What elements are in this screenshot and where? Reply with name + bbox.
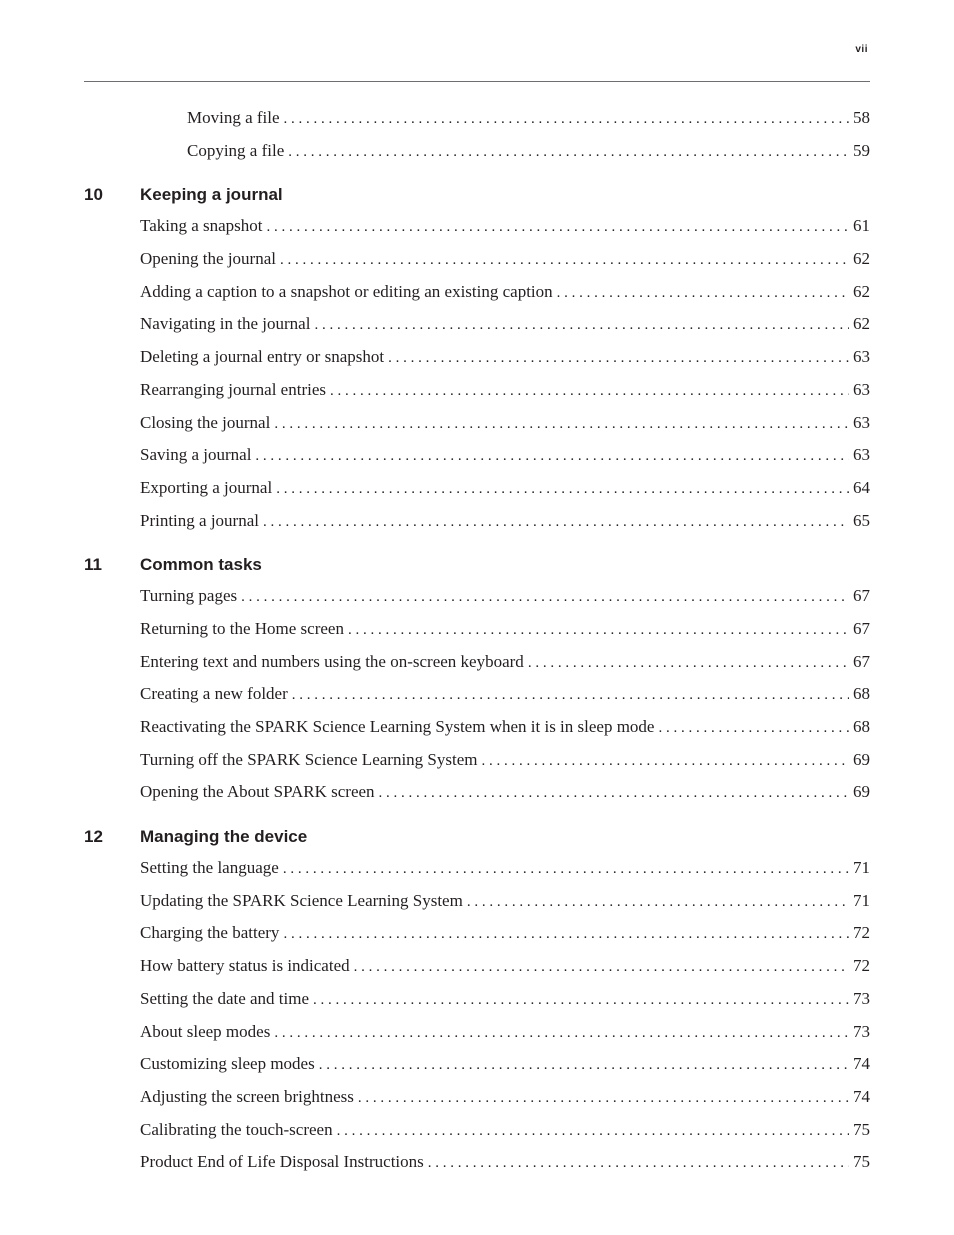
toc-entry[interactable] bbox=[84, 778, 870, 811]
chapter-number: 12 bbox=[84, 827, 103, 847]
dot-leader bbox=[379, 779, 849, 807]
toc-entry-page: 63 bbox=[853, 379, 870, 399]
toc-entry-page: 74 bbox=[853, 1054, 870, 1074]
header-rule bbox=[84, 81, 870, 82]
toc-entry[interactable] bbox=[84, 474, 870, 507]
toc-entry-page: 73 bbox=[853, 1021, 870, 1041]
toc-entry[interactable] bbox=[84, 746, 870, 779]
toc-entry-title: Returning to the Home screen bbox=[140, 618, 344, 638]
dot-leader bbox=[658, 714, 849, 742]
toc-entry-title: Calibrating the touch-screen bbox=[140, 1119, 333, 1139]
toc-entry-title: Copying a file bbox=[187, 140, 285, 160]
toc-entry-title: Product End of Life Disposal Instructions bbox=[140, 1152, 424, 1172]
toc-entry[interactable] bbox=[84, 137, 870, 170]
toc-entry-page: 68 bbox=[853, 717, 870, 736]
toc-entry-page: 63 bbox=[853, 347, 870, 367]
toc-entry-page: 69 bbox=[853, 782, 870, 802]
dot-leader bbox=[557, 279, 849, 307]
toc-entry[interactable] bbox=[84, 104, 870, 137]
toc-entry[interactable] bbox=[84, 1083, 870, 1116]
dot-leader bbox=[481, 747, 849, 775]
dot-leader bbox=[274, 1019, 849, 1047]
toc-entry[interactable] bbox=[84, 919, 870, 952]
toc-entry[interactable] bbox=[84, 615, 870, 648]
toc-entry-title: Printing a journal bbox=[140, 510, 259, 530]
toc-entry-page: 63 bbox=[853, 412, 870, 432]
toc-entry[interactable] bbox=[84, 713, 870, 746]
dot-leader bbox=[528, 649, 849, 677]
toc-entry-title: Saving a journal bbox=[140, 445, 252, 465]
toc-entry[interactable] bbox=[84, 278, 870, 311]
toc-entry-page: 67 bbox=[853, 618, 870, 638]
toc-entry[interactable] bbox=[84, 854, 870, 887]
toc-entry-page: 65 bbox=[853, 510, 870, 530]
toc-entry[interactable] bbox=[84, 985, 870, 1018]
toc-entry[interactable] bbox=[84, 582, 870, 615]
toc-entry[interactable] bbox=[84, 212, 870, 245]
dot-leader bbox=[467, 888, 849, 916]
toc-entry-title: Customizing sleep modes bbox=[140, 1054, 315, 1074]
dot-leader bbox=[263, 508, 849, 536]
toc-entry[interactable] bbox=[84, 343, 870, 376]
chapter-heading[interactable] bbox=[84, 181, 870, 212]
toc-entry-title: Reactivating the SPARK Science Learning System when it is in sleep mode bbox=[140, 717, 655, 736]
toc-entry[interactable] bbox=[84, 648, 870, 681]
toc-entry[interactable] bbox=[84, 1050, 870, 1083]
toc-entry[interactable] bbox=[84, 409, 870, 442]
toc-entry-page: 59 bbox=[853, 140, 870, 160]
dot-leader bbox=[276, 475, 849, 503]
toc-entry-page: 74 bbox=[853, 1086, 870, 1106]
dot-leader bbox=[288, 138, 849, 166]
dot-leader bbox=[274, 410, 849, 438]
toc-entry-page: 68 bbox=[853, 684, 870, 704]
toc-entry-title: Opening the journal bbox=[140, 249, 276, 269]
toc-entry[interactable] bbox=[84, 1018, 870, 1051]
dot-leader bbox=[284, 105, 849, 133]
toc-entry-page: 62 bbox=[853, 249, 870, 269]
toc-entry-title: Closing the journal bbox=[140, 412, 271, 432]
chapter-number: 11 bbox=[84, 555, 102, 575]
chapter-title: Common tasks bbox=[140, 555, 262, 575]
page-number: vii bbox=[855, 44, 868, 55]
toc-entry-title: Turning off the SPARK Science Learning System bbox=[140, 749, 478, 769]
dot-leader bbox=[255, 442, 849, 470]
dot-leader bbox=[292, 681, 849, 709]
toc-entry-title: Deleting a journal entry or snapshot bbox=[140, 347, 385, 367]
toc-entry[interactable] bbox=[84, 887, 870, 920]
chapter-heading[interactable] bbox=[84, 823, 870, 854]
toc-entry-title: Opening the About SPARK screen bbox=[140, 782, 375, 802]
toc-entry-page: 71 bbox=[853, 858, 870, 878]
toc-entry-page: 58 bbox=[853, 108, 870, 127]
toc-entry-title: How battery status is indicated bbox=[140, 956, 350, 976]
toc-entry-title: Charging the battery bbox=[140, 923, 280, 943]
toc-entry-page: 61 bbox=[853, 216, 870, 236]
toc-entry-page: 63 bbox=[853, 445, 870, 465]
table-of-contents bbox=[84, 104, 870, 1181]
toc-entry-page: 64 bbox=[853, 477, 870, 497]
toc-entry[interactable] bbox=[84, 245, 870, 278]
toc-entry-page: 71 bbox=[853, 890, 870, 910]
dot-leader bbox=[348, 616, 849, 644]
chapter-number: 10 bbox=[84, 185, 103, 205]
toc-entry-page: 73 bbox=[853, 988, 870, 1008]
toc-entry-page: 62 bbox=[853, 314, 870, 334]
toc-entry-page: 62 bbox=[853, 281, 870, 301]
dot-leader bbox=[354, 953, 849, 981]
toc-entry[interactable] bbox=[84, 441, 870, 474]
dot-leader bbox=[267, 213, 849, 241]
toc-entry-title: Adjusting the screen brightness bbox=[140, 1086, 354, 1106]
dot-leader bbox=[280, 246, 849, 274]
dot-leader bbox=[330, 377, 849, 405]
toc-entry-title: Moving a file bbox=[187, 108, 280, 127]
toc-entry-page: 75 bbox=[853, 1152, 870, 1172]
toc-entry-title: Exporting a journal bbox=[140, 477, 273, 497]
toc-entry-title: Setting the date and time bbox=[140, 988, 310, 1008]
toc-entry[interactable] bbox=[84, 1116, 870, 1149]
dot-leader bbox=[388, 344, 849, 372]
toc-entry[interactable] bbox=[84, 952, 870, 985]
dot-leader bbox=[358, 1084, 849, 1112]
toc-entry-title: Navigating in the journal bbox=[140, 314, 311, 334]
toc-entry[interactable] bbox=[84, 376, 870, 409]
toc-entry-page: 72 bbox=[853, 923, 870, 943]
dot-leader bbox=[428, 1149, 849, 1177]
dot-leader bbox=[314, 311, 849, 339]
toc-entry-title: Taking a snapshot bbox=[140, 216, 263, 236]
toc-entry-title: Rearranging journal entries bbox=[140, 379, 326, 399]
dot-leader bbox=[313, 986, 849, 1014]
toc-entry[interactable] bbox=[84, 507, 870, 540]
dot-leader bbox=[283, 855, 849, 883]
toc-entry-title: Updating the SPARK Science Learning System bbox=[140, 890, 463, 910]
toc-entry[interactable] bbox=[84, 1148, 870, 1181]
toc-entry[interactable] bbox=[84, 680, 870, 713]
toc-entry-title: Adding a caption to a snapshot or editing an existing caption bbox=[140, 281, 553, 301]
toc-entry-page: 67 bbox=[853, 586, 870, 606]
toc-entry-title: Entering text and numbers using the on-screen keyboard bbox=[140, 651, 524, 671]
dot-leader bbox=[319, 1051, 849, 1079]
chapter-heading[interactable] bbox=[84, 551, 870, 582]
toc-entry-title: Turning pages bbox=[140, 586, 238, 606]
toc-entry-page: 69 bbox=[853, 749, 870, 769]
toc-entry-title: About sleep modes bbox=[140, 1021, 271, 1041]
toc-entry-page: 67 bbox=[853, 651, 870, 671]
toc-entry[interactable] bbox=[84, 310, 870, 343]
chapter-title: Keeping a journal bbox=[140, 185, 283, 205]
dot-leader bbox=[241, 583, 849, 611]
chapter-title: Managing the device bbox=[140, 827, 308, 847]
toc-entry-title: Setting the language bbox=[140, 858, 279, 878]
dot-leader bbox=[283, 920, 849, 948]
toc-entry-page: 75 bbox=[853, 1119, 870, 1139]
toc-entry-title: Creating a new folder bbox=[140, 684, 288, 704]
toc-entry-page: 72 bbox=[853, 956, 870, 976]
dot-leader bbox=[337, 1117, 849, 1145]
